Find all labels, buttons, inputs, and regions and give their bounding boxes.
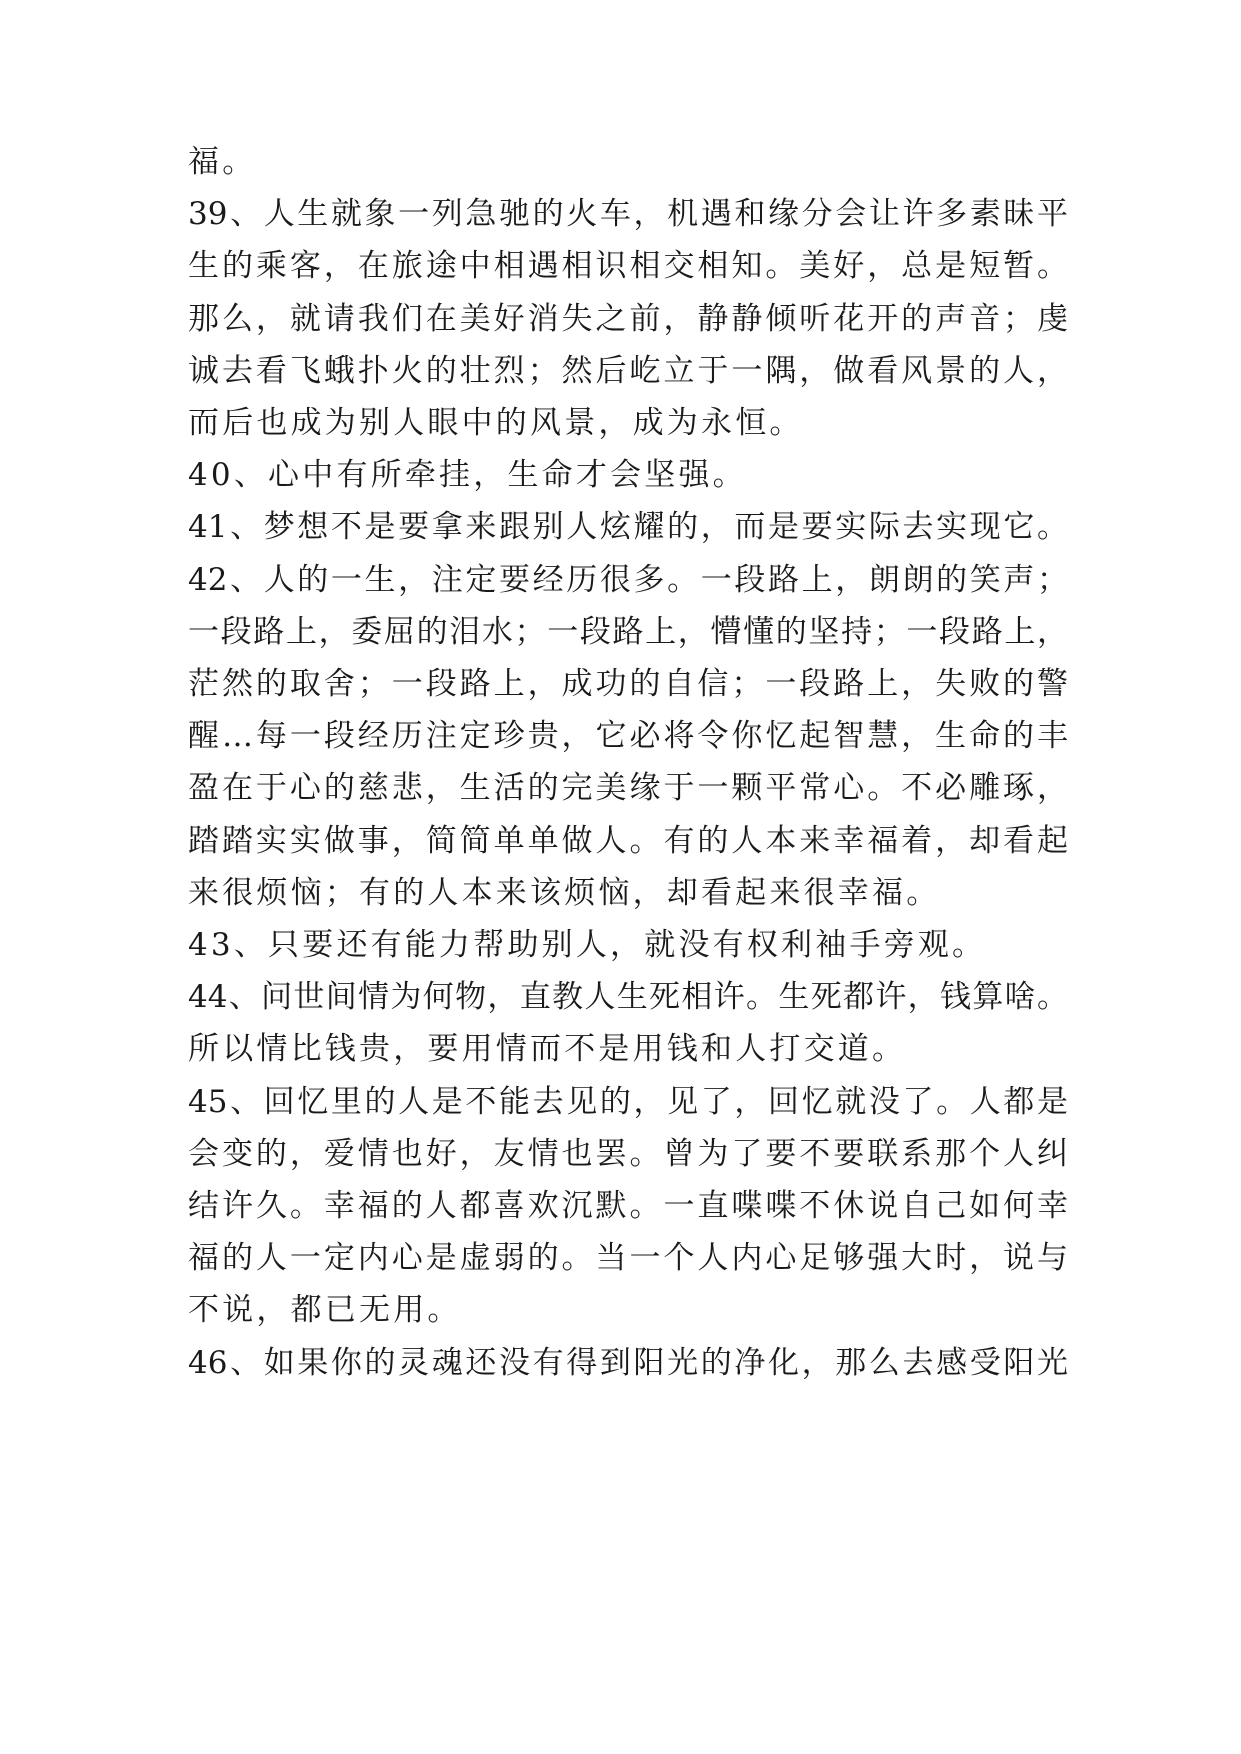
text-line: 那么，就请我们在美好消失之前，静静倾听花开的声音；虔 bbox=[188, 300, 1068, 337]
text-line: 45、回忆里的人是不能去见的，见了，回忆就没了。人都是 bbox=[188, 1083, 1068, 1120]
text-line: 结许久。幸福的人都喜欢沉默。一直喋喋不休说自己如何幸 bbox=[188, 1188, 1068, 1224]
text-line: 来很烦恼；有的人本来该烦恼，却看起来很幸福。 bbox=[188, 874, 941, 911]
text-line: 诚去看飞蛾扑火的壮烈；然后屹立于一隅，做看风景的人， bbox=[188, 352, 1068, 389]
text-line: 42、人的一生，注定要经历很多。一段路上，朗朗的笑声； bbox=[188, 561, 1068, 598]
text-line: 43、只要还有能力帮助别人，就没有权利袖手旁观。 bbox=[188, 927, 987, 963]
text-line: 盈在于心的慈悲，生活的完美缘于一颗平常心。不必雕琢， bbox=[188, 770, 1068, 807]
text-line: 会变的，爱情也好，友情也罢。曾为了要不要联系那个人纠 bbox=[188, 1135, 1068, 1172]
text-line: 41、梦想不是要拿来跟别人炫耀的，而是要实际去实现它。 bbox=[188, 509, 1068, 546]
text-line: 醒…每一段经历注定珍贵，它必将令你忆起智慧，生命的丰 bbox=[188, 718, 1068, 755]
text-line: 不说，都已无用。 bbox=[188, 1292, 462, 1329]
text-line: 而后也成为别人眼中的风景，成为永恒。 bbox=[188, 405, 804, 441]
text-line: 39、人生就象一列急驰的火车，机遇和缘分会让许多素昧平 bbox=[188, 196, 1068, 233]
text-line: 40、心中有所牵挂，生命才会坚强。 bbox=[188, 457, 747, 494]
text-line: 踏踏实实做事，简简单单做人。有的人本来幸福着，却看起 bbox=[188, 822, 1068, 859]
text-line: 茫然的取舍；一段路上，成功的自信；一段路上，失败的警 bbox=[188, 666, 1068, 702]
text-line: 生的乘客，在旅途中相遇相识相交相知。美好，总是短暂。 bbox=[188, 248, 1068, 285]
text-line: 福。 bbox=[188, 144, 257, 180]
text-line: 福的人一定内心是虚弱的。当一个人内心足够强大时，说与 bbox=[188, 1240, 1068, 1277]
text-line: 所以情比钱贵，要用情而不是用钱和人打交道。 bbox=[188, 1031, 907, 1068]
text-line: 44、问世间情为何物，直教人生死相许。生死都许，钱算啥。 bbox=[188, 979, 1068, 1016]
text-line: 46、如果你的灵魂还没有得到阳光的净化，那么去感受阳光 bbox=[188, 1344, 1068, 1381]
text-line: 一段路上，委屈的泪水；一段路上，懵懂的坚持；一段路上， bbox=[188, 613, 1068, 650]
